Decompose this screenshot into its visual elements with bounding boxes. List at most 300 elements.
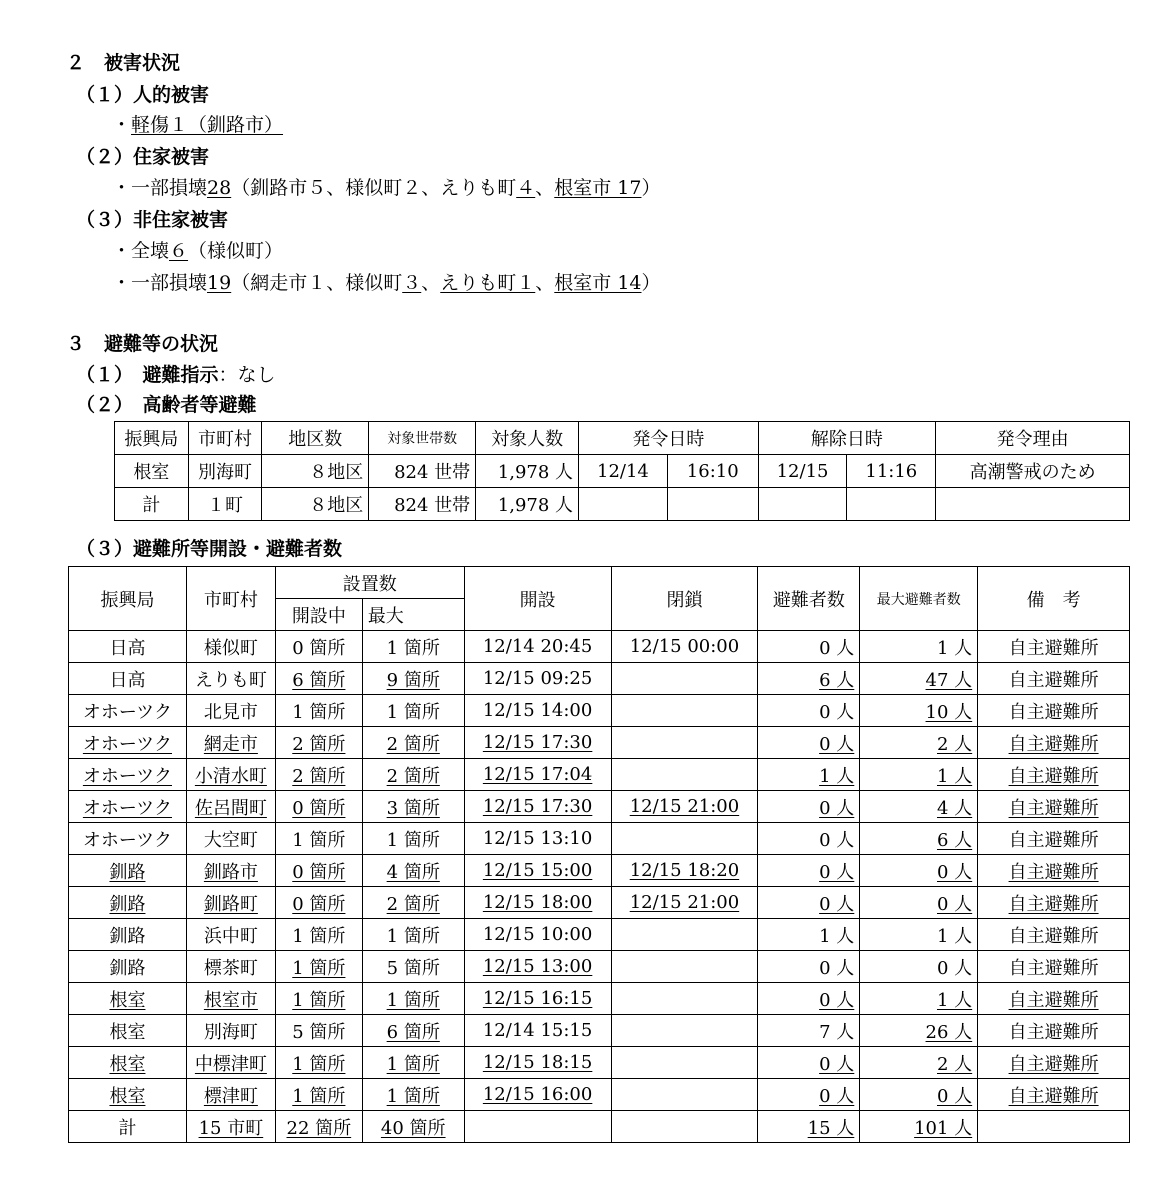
- table1-header-row: [115, 422, 1130, 455]
- t2-value-note: 自主避難所: [1008, 1085, 1099, 1107]
- t2-value-max: 2 箇所: [386, 765, 440, 787]
- t2-cell-note: [978, 951, 1130, 983]
- t2-value-open-now: 1 箇所: [292, 925, 346, 947]
- t2-cell-closed: [611, 951, 758, 983]
- t2-value-max-evac: 0 人: [936, 957, 973, 979]
- t2-cell-evac: [758, 983, 860, 1015]
- t2-value-open-now: 1 箇所: [292, 829, 346, 851]
- t2-cell-note: [978, 663, 1130, 695]
- t2-value-city: 釧路市: [203, 861, 258, 883]
- table1-total-row: [115, 488, 1130, 521]
- t2-cell-max: [362, 983, 464, 1015]
- t2-cell-closed: [611, 791, 758, 823]
- t2-cell-evac: [758, 727, 860, 759]
- section-2-2-title: （２）住家被害: [76, 146, 210, 168]
- section-3-1-title: （１） 避難指示：なし: [76, 364, 276, 386]
- t2-value-note: 自主避難所: [1008, 893, 1099, 915]
- t2-cell-note: [978, 887, 1130, 919]
- t2-value-city: 小清水町: [194, 765, 267, 787]
- t1-h-city: 市町村: [188, 422, 262, 455]
- t2-value-city: 別海町: [203, 1021, 258, 1043]
- t2-cell-opened: [464, 791, 611, 823]
- t2-cell-max-evac: [860, 887, 978, 919]
- t2-cell-opened: [464, 887, 611, 919]
- t2-value-note: 自主避難所: [1008, 829, 1099, 851]
- t2-value-opened: 12/15 09:25: [482, 668, 593, 689]
- t2-cell-evac: [758, 759, 860, 791]
- t2-cell-closed: [611, 1015, 758, 1047]
- t2-value-max: 1 箇所: [386, 1085, 440, 1107]
- t2-cell-bureau: [69, 951, 187, 983]
- t2-value-bureau: 日高: [109, 637, 146, 659]
- t2-cell-city: [186, 1079, 275, 1111]
- section-2-3-title: （３）非住家被害: [76, 209, 229, 231]
- t2-value-open-now: 0 箇所: [292, 797, 346, 819]
- table-row: [69, 919, 1130, 951]
- t2-cell-evac: [758, 631, 860, 663]
- t2-value-evac: 6 人: [819, 669, 855, 691]
- t2-cell-max: [362, 759, 464, 791]
- t2-value-evac: 1 人: [819, 925, 855, 947]
- t1-h-households: 対象世帯数: [369, 422, 476, 455]
- t2-cell-closed: [611, 1079, 758, 1111]
- t2-value-note: 自主避難所: [1008, 765, 1099, 787]
- t2-cell-bureau: [69, 983, 187, 1015]
- table-row: [69, 631, 1130, 663]
- t2-cell-evac: [758, 823, 860, 855]
- t2-cell-open-now: [275, 1047, 362, 1079]
- t2-value-evac: 0 人: [819, 1085, 855, 1107]
- t2-value-evac: 0 人: [819, 637, 855, 659]
- t2-value-opened: 12/15 16:15: [482, 988, 593, 1009]
- t2-cell-city: [186, 983, 275, 1015]
- t2-cell-closed: [611, 1047, 758, 1079]
- t2-cell-max-evac: [860, 663, 978, 695]
- t1-h-issued: 発令日時: [579, 422, 759, 455]
- t2-value-bureau: 根室: [109, 1053, 146, 1075]
- t2-value-city: 標津町: [203, 1085, 258, 1107]
- t2-value-note: 自主避難所: [1008, 1053, 1099, 1075]
- t2-cell-evac: [758, 1015, 860, 1047]
- t2-value-max: 1 箇所: [386, 925, 440, 947]
- t2-value-opened: 12/15 18:15: [482, 1052, 593, 1073]
- t2-cell-closed: [611, 823, 758, 855]
- t2-cell-max: [362, 663, 464, 695]
- t2-value-open-now: 1 箇所: [292, 1085, 346, 1107]
- t2-value-open-now: 2 箇所: [292, 765, 346, 787]
- t2-value-opened: 12/15 18:00: [482, 892, 593, 913]
- t2-value-max-evac: 26 人: [925, 1021, 973, 1043]
- t2-value-open-now: 5 箇所: [292, 1021, 346, 1043]
- table-row: [69, 951, 1130, 983]
- t1-cell: 824 世帯: [369, 455, 476, 488]
- t1-cell: 根室: [115, 455, 189, 488]
- t2-cell-max: [362, 727, 464, 759]
- t2-value-bureau: オホーツク: [82, 829, 172, 851]
- t2-value-bureau: 釧路: [109, 861, 146, 883]
- t2-cell-note: [978, 727, 1130, 759]
- t2-cell-note: [978, 1015, 1130, 1047]
- t2-h-count: 設置数: [275, 567, 464, 599]
- t2-value-evac: 0 人: [819, 957, 855, 979]
- t2-cell-max-evac: [860, 919, 978, 951]
- t1-h-people: 対象人数: [476, 422, 579, 455]
- t2-value-max: 1 箇所: [386, 701, 440, 723]
- t2-value-max: 1 箇所: [386, 637, 440, 659]
- t2-cell-city: [186, 695, 275, 727]
- t2-cell-bureau: [69, 631, 187, 663]
- t2-value-opened: 12/15 17:30: [482, 796, 593, 817]
- t2-cell-evac: [758, 663, 860, 695]
- t2-cell-max: [362, 1079, 464, 1111]
- t2-cell-open-now: [275, 823, 362, 855]
- t2-cell-open-now: [275, 727, 362, 759]
- t2-cell-city: [186, 855, 275, 887]
- t2-value-open-now: 1 箇所: [292, 1053, 346, 1075]
- t2-value-evac: 0 人: [819, 861, 855, 883]
- t2-value-max-evac: 4 人: [936, 797, 973, 819]
- t2-value-city: 北見市: [203, 701, 258, 723]
- t2-value-note: 自主避難所: [1008, 861, 1099, 883]
- t2-value-note: 自主避難所: [1008, 733, 1099, 755]
- t2-cell-opened: [464, 855, 611, 887]
- t2-cell-bureau: [69, 887, 187, 919]
- table-row: [69, 887, 1130, 919]
- t2-h-evac: 避難者数: [758, 567, 860, 631]
- table-row: [69, 823, 1130, 855]
- t2-cell-max-evac: [860, 727, 978, 759]
- t2-cell-opened: [464, 631, 611, 663]
- table-row: [69, 791, 1130, 823]
- t2-value-note: 自主避難所: [1008, 701, 1099, 723]
- t2-cell-city: [186, 631, 275, 663]
- t2-cell-bureau: [69, 663, 187, 695]
- t2-cell-city: [186, 1047, 275, 1079]
- t2-h-closed: 閉鎖: [611, 567, 758, 631]
- t2-cell-closed: [611, 983, 758, 1015]
- t2-value-note: 自主避難所: [1008, 989, 1099, 1011]
- t2-cell-evac: [758, 695, 860, 727]
- t2-cell-open-now: [275, 919, 362, 951]
- bullet-total-collapse: ・全壊６（様似町）: [112, 240, 284, 262]
- t2-value-opened: 12/15 13:00: [482, 956, 593, 977]
- table-row: [69, 1079, 1130, 1111]
- t1-h-bureau: 振興局: [115, 422, 189, 455]
- table2-header-row-1: [69, 567, 1130, 599]
- t2-cell-opened: [464, 1079, 611, 1111]
- table-row: [69, 1047, 1130, 1079]
- t2-value-max-evac: 1 人: [936, 925, 973, 947]
- bullet-partial-damage: ・一部損壊19（網走市１、様似町３、えりも町１、根室市 14）: [112, 272, 661, 294]
- t2-value-max: 3 箇所: [386, 797, 440, 819]
- table-row: [69, 759, 1130, 791]
- t2-value-max-evac: 2 人: [936, 733, 973, 755]
- t2-value-closed: 12/15 21:00: [629, 796, 740, 817]
- t2-value-note: 自主避難所: [1008, 925, 1099, 947]
- t2-cell-max-evac: [860, 951, 978, 983]
- t2-value-bureau: 根室: [109, 1085, 146, 1107]
- t2-cell-note: [978, 759, 1130, 791]
- t2-cell-note: [978, 823, 1130, 855]
- t2-value-city: 根室市: [203, 989, 258, 1011]
- t2-cell-open-now: [275, 1079, 362, 1111]
- t2-cell-city: [186, 791, 275, 823]
- t1-total-cell: 824 世帯: [369, 488, 476, 521]
- t2-cell-max-evac: [860, 1079, 978, 1111]
- section-2-1-title: （１）人的被害: [76, 84, 210, 106]
- t2-cell-bureau: [69, 791, 187, 823]
- t1-empty-cell: [847, 488, 936, 521]
- t2-value-open-now: 1 箇所: [292, 957, 346, 979]
- t2-empty-cell: [464, 1111, 611, 1143]
- t2-total-evac: 15 人: [807, 1117, 855, 1139]
- t2-cell-city: [186, 919, 275, 951]
- t2-total-cities: 15 市町: [198, 1117, 264, 1139]
- t2-value-city: えりも町: [194, 669, 267, 691]
- t2-value-max: 1 箇所: [386, 1053, 440, 1075]
- t2-value-max-evac: 2 人: [936, 1053, 973, 1075]
- t2-cell-closed: [611, 727, 758, 759]
- t2-value-city: 網走市: [203, 733, 258, 755]
- t2-cell-evac: [758, 951, 860, 983]
- table2-body: [69, 631, 1130, 1111]
- t2-value-max: 2 箇所: [386, 893, 440, 915]
- t2-cell-evac: [758, 791, 860, 823]
- t2-value-note: 自主避難所: [1008, 957, 1099, 979]
- t2-cell-bureau: [69, 1047, 187, 1079]
- t2-cell-max-evac: [860, 1047, 978, 1079]
- t1-cell: 16:10: [667, 455, 758, 488]
- t2-cell-open-now: [275, 759, 362, 791]
- t2-value-max: 1 箇所: [386, 829, 440, 851]
- t2-cell-opened: [464, 823, 611, 855]
- t2-value-city: 大空町: [203, 829, 258, 851]
- t2-cell-max-evac: [860, 1015, 978, 1047]
- t2-cell-max: [362, 791, 464, 823]
- t2-cell-bureau: [69, 919, 187, 951]
- t2-value-max-evac: 1 人: [936, 637, 973, 659]
- t2-value-max: 4 箇所: [386, 861, 440, 883]
- t2-h-max-evac: 最大避難者数: [860, 567, 978, 631]
- t2-cell-city: [186, 663, 275, 695]
- t2-cell-evac: [758, 887, 860, 919]
- section-3-3-title: （３）避難所等開設・避難者数: [76, 538, 343, 560]
- t2-h-max: 最大: [362, 599, 464, 631]
- t2-cell-max-evac: [860, 855, 978, 887]
- t2-cell-open-now: [275, 887, 362, 919]
- t2-value-max-evac: 0 人: [936, 1085, 973, 1107]
- t2-value-bureau: オホーツク: [82, 701, 172, 723]
- t2-value-city: 浜中町: [203, 925, 258, 947]
- t2-cell-bureau: [69, 1079, 187, 1111]
- t2-h-open-now: 開設中: [275, 599, 362, 631]
- t2-cell-max-evac: [860, 631, 978, 663]
- t2-cell-max: [362, 823, 464, 855]
- t2-cell-opened: [464, 663, 611, 695]
- t2-cell-closed: [611, 855, 758, 887]
- t2-value-open-now: 6 箇所: [292, 669, 346, 691]
- t2-cell-max: [362, 855, 464, 887]
- t2-cell-max-evac: [860, 823, 978, 855]
- table-row: [69, 1015, 1130, 1047]
- t2-cell-open-now: [275, 855, 362, 887]
- t2-empty-cell: [978, 1111, 1130, 1143]
- bullet-injury: ・軽傷１（釧路市）: [112, 114, 284, 136]
- elderly-evac-table: [114, 421, 1130, 521]
- t2-cell-note: [978, 1047, 1130, 1079]
- t2-cell-opened: [464, 951, 611, 983]
- t2-h-note: 備 考: [978, 567, 1130, 631]
- t1-empty-cell: [667, 488, 758, 521]
- table-row: [69, 855, 1130, 887]
- t1-empty-cell: [936, 488, 1130, 521]
- t2-value-max-evac: 0 人: [936, 893, 973, 915]
- t2-value-bureau: 釧路: [109, 925, 146, 947]
- t2-cell-evac: [758, 919, 860, 951]
- t2-value-opened: 12/15 15:00: [482, 860, 593, 881]
- t2-cell-city: [186, 887, 275, 919]
- t2-cell-max-evac: [860, 695, 978, 727]
- t2-total-label: 計: [69, 1111, 187, 1143]
- t2-cell-note: [978, 983, 1130, 1015]
- t2-value-evac: 0 人: [819, 701, 855, 723]
- t2-value-max: 5 箇所: [386, 957, 440, 979]
- t2-cell-open-now: [275, 631, 362, 663]
- t2-cell-bureau: [69, 1015, 187, 1047]
- t2-value-city: 中標津町: [194, 1053, 267, 1075]
- t2-value-evac: 0 人: [819, 733, 855, 755]
- t1-empty-cell: [758, 488, 847, 521]
- table2-total-row: [69, 1111, 1130, 1143]
- t2-cell-closed: [611, 759, 758, 791]
- t2-cell-open-now: [275, 791, 362, 823]
- t2-cell-opened: [464, 759, 611, 791]
- table-row: [69, 663, 1130, 695]
- table-row: [69, 727, 1130, 759]
- t2-value-max: 6 箇所: [386, 1021, 440, 1043]
- t1-h-reason: 発令理由: [936, 422, 1130, 455]
- t2-cell-open-now: [275, 951, 362, 983]
- table-row: [69, 695, 1130, 727]
- t2-h-city: 市町村: [186, 567, 275, 631]
- t2-cell-closed: [611, 695, 758, 727]
- t2-cell-closed: [611, 663, 758, 695]
- t2-value-city: 佐呂間町: [194, 797, 267, 819]
- t2-value-evac: 0 人: [819, 797, 855, 819]
- t2-value-opened: 12/15 17:30: [482, 732, 593, 753]
- t2-cell-opened: [464, 1047, 611, 1079]
- t2-cell-max-evac: [860, 759, 978, 791]
- t2-cell-bureau: [69, 823, 187, 855]
- t2-cell-open-now: [275, 1015, 362, 1047]
- t2-cell-note: [978, 631, 1130, 663]
- t1-cell: 11:16: [847, 455, 936, 488]
- t2-value-evac: 1 人: [819, 765, 855, 787]
- t2-value-bureau: 釧路: [109, 957, 146, 979]
- t2-value-open-now: 1 箇所: [292, 989, 346, 1011]
- t2-value-max-evac: 10 人: [925, 701, 973, 723]
- t2-value-evac: 0 人: [819, 1053, 855, 1075]
- bullet-house-damage: ・一部損壊28（釧路市５、様似町２、えりも町４、根室市 17）: [112, 177, 661, 199]
- t2-value-note: 自主避難所: [1008, 637, 1099, 659]
- t2-value-bureau: オホーツク: [82, 797, 172, 819]
- t2-cell-note: [978, 919, 1130, 951]
- t2-cell-closed: [611, 919, 758, 951]
- t2-value-bureau: 釧路: [109, 893, 146, 915]
- t2-value-note: 自主避難所: [1008, 669, 1099, 691]
- t2-cell-evac: [758, 1079, 860, 1111]
- t1-total-cell: １町: [188, 488, 262, 521]
- section-3-2-title: （２） 高齢者等避難: [76, 394, 257, 416]
- t2-value-max: 2 箇所: [386, 733, 440, 755]
- t2-cell-city: [186, 823, 275, 855]
- section-3-title: ３ 避難等の状況: [66, 333, 219, 355]
- t2-value-bureau: 日高: [109, 669, 146, 691]
- t2-cell-bureau: [69, 727, 187, 759]
- t2-value-max: 1 箇所: [386, 989, 440, 1011]
- evac-order-value: ：なし: [218, 364, 276, 386]
- t2-value-evac: 7 人: [819, 1021, 855, 1043]
- t2-value-open-now: 2 箇所: [292, 733, 346, 755]
- t2-cell-evac: [758, 855, 860, 887]
- t2-cell-max: [362, 951, 464, 983]
- t2-cell-note: [978, 1079, 1130, 1111]
- t2-value-opened: 12/15 17:04: [482, 764, 593, 785]
- t1-empty-cell: [579, 488, 668, 521]
- t2-value-city: 標茶町: [203, 957, 258, 979]
- t2-value-max-evac: 1 人: [936, 765, 973, 787]
- t1-h-districts: 地区数: [262, 422, 369, 455]
- t1-total-cell: ８地区: [262, 488, 369, 521]
- t2-cell-closed: [611, 887, 758, 919]
- t2-value-note: 自主避難所: [1008, 797, 1099, 819]
- table-row: [69, 983, 1130, 1015]
- t2-cell-bureau: [69, 759, 187, 791]
- t2-cell-opened: [464, 727, 611, 759]
- t2-value-max: 9 箇所: [386, 669, 440, 691]
- t2-cell-note: [978, 791, 1130, 823]
- t1-cell: 高潮警戒のため: [936, 455, 1130, 488]
- t2-value-open-now: 1 箇所: [292, 701, 346, 723]
- t2-value-bureau: オホーツク: [82, 733, 172, 755]
- t2-value-evac: 0 人: [819, 989, 855, 1011]
- t2-cell-opened: [464, 983, 611, 1015]
- t2-cell-open-now: [275, 695, 362, 727]
- table1-row: [115, 455, 1130, 488]
- t2-value-bureau: 根室: [109, 1021, 146, 1043]
- t2-cell-max: [362, 1015, 464, 1047]
- t2-value-open-now: 0 箇所: [292, 861, 346, 883]
- t2-total-max-evac: 101 人: [914, 1117, 973, 1139]
- t2-value-opened: 12/15 14:00: [482, 700, 593, 721]
- t2-value-max-evac: 47 人: [925, 669, 973, 691]
- t2-cell-city: [186, 759, 275, 791]
- t2-cell-note: [978, 855, 1130, 887]
- t2-cell-opened: [464, 1015, 611, 1047]
- t2-value-city: 釧路町: [203, 893, 258, 915]
- t1-cell: 別海町: [188, 455, 262, 488]
- section-2-title: ２ 被害状況: [66, 52, 181, 74]
- t2-cell-city: [186, 727, 275, 759]
- t2-value-evac: 0 人: [819, 893, 855, 915]
- t2-value-opened: 12/15 10:00: [482, 924, 593, 945]
- t2-value-max-evac: 1 人: [936, 989, 973, 1011]
- t2-h-opened: 開設: [464, 567, 611, 631]
- t2-value-opened: 12/15 16:00: [482, 1084, 593, 1105]
- t2-value-max-evac: 0 人: [936, 861, 973, 883]
- t2-value-closed: 12/15 18:20: [629, 860, 740, 881]
- t2-value-evac: 0 人: [819, 829, 855, 851]
